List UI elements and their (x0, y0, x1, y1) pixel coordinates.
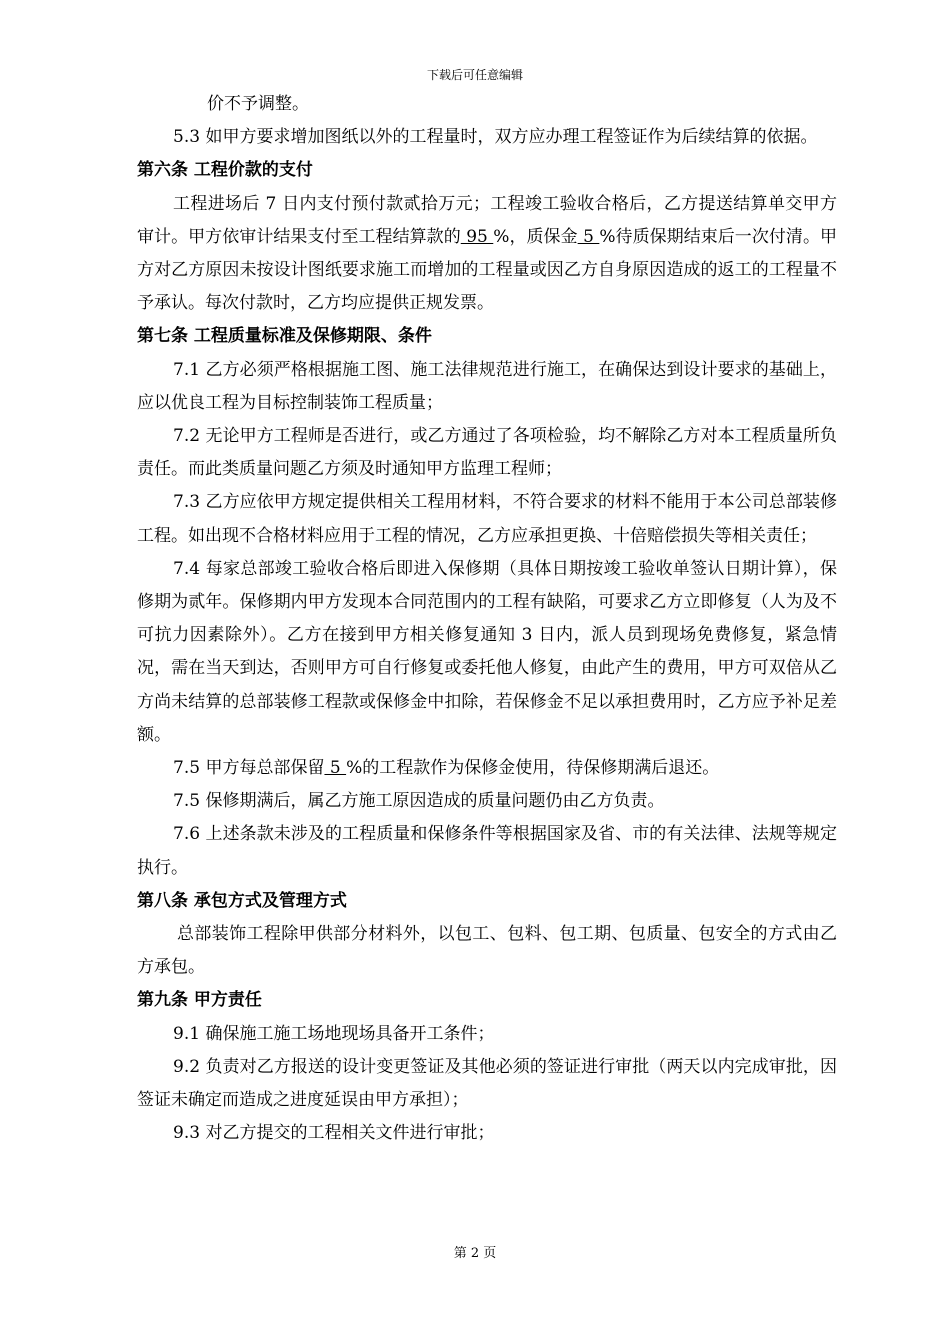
paragraph-price-adjustment: 价不予调整。 (207, 94, 309, 114)
page-header: 下载后可任意编辑 (426, 68, 523, 82)
paragraph-5-3: 5.3 如甲方要求增加图纸以外的工程量时，双方应办理工程签证作为后续结算的依据。 (173, 127, 818, 148)
page-number: 第 2 页 (453, 1246, 497, 1261)
payment-percent-value: 95 (460, 226, 494, 247)
heading-article-7: 第七条 工程质量标准及保修期限、条件 (137, 326, 432, 347)
paragraph-payment (137, 188, 837, 321)
warranty-deposit-percent: 5 (577, 226, 600, 247)
paragraph-9-3: 9.3 对乙方提交的工程相关文件进行审批； (173, 1123, 495, 1144)
heading-article-8: 第八条 承包方式及管理方式 (137, 890, 347, 911)
payment-text-mid: %，质保金 (493, 226, 578, 247)
paragraph-7-6: 7.6 上述条款未涉及的工程质量和保修条件等根据国家及省、市的有关法律、法规等规定执行。 (137, 824, 837, 878)
retention-percent-value: 5 (324, 758, 347, 779)
paragraph-9-2: 9.2 负责对乙方报送的设计变更签证及其他必须的签证进行审批（两天以内完成审批，因签证未确定而造成之进度延误由甲方承担）； (137, 1056, 837, 1111)
paragraph-7-5-retention (137, 752, 837, 785)
payment-text-post: %待质保期结束后一次付清。甲方对乙方原因未按设计图纸要求施工而增加的工程量或因乙方自身原因造成的返工的工程量不予承认。每次付款时，乙方均应提供正规发票。 (137, 226, 838, 314)
paragraph-7-5-after-warranty: 7.5 保修期满后，属乙方施工原因造成的质量问题仍由乙方负责。 (173, 791, 665, 812)
paragraph-contracting-method: 总部装饰工程除甲供部分材料外，以包工、包料、包工期、包质量、包安全的方式由乙方承包。 (137, 924, 837, 978)
retention-text-post: %的工程款作为保修金使用，待保修期满后退还。 (346, 758, 720, 779)
document-body (137, 88, 837, 1151)
paragraph-7-1: 7.1 乙方必须严格根据施工图、施工法律规范进行施工，在确保达到设计要求的基础上，应以优良工程为目标控制装饰工程质量； (137, 359, 837, 413)
paragraph-7-4: 7.4 每家总部竣工验收合格后即进入保修期（具体日期按竣工验收单签认日期计算），保修期为贰年。保修期内甲方发现本合同范围内的工程有缺陷，可要求乙方立即修复（人为及不可抗力因素除外）。乙方在接到甲方相关修复通知 3 日内，派人员到现场免费修复，紧急情况，需在当天到达，否则甲方可自行修复或委托他人修复，由此产生的费用，甲方可双倍从乙方尚未结算的总部装修工程款或保修金中扣除，若保修金不足以承担费用时，乙方应予补足差额。 (137, 558, 837, 745)
paragraph-7-3: 7.3 乙方应依甲方规定提供相关工程用材料，不符合要求的材料不能用于本公司总部装修工程。如出现不合格材料应用于工程的情况，乙方应承担更换、十倍赔偿损失等相关责任； (137, 492, 837, 546)
paragraph-7-2: 7.2 无论甲方工程师是否进行，或乙方通过了各项检验，均不解除乙方对本工程质量所负责任。而此类质量问题乙方须及时通知甲方监理工程师； (137, 426, 837, 480)
paragraph-9-1: 9.1 确保施工施工场地现场具备开工条件； (173, 1023, 495, 1044)
payment-text-pre: 工程进场后 7 日内支付预付款贰拾万元；工程竣工验收合格后，乙方提送结算单交甲方审计。甲方依审计结果支付至工程结算款的 (137, 193, 837, 247)
heading-article-9: 第九条 甲方责任 (137, 990, 262, 1011)
retention-text-pre: 7.5 甲方每总部保留 (173, 758, 325, 779)
heading-article-6: 第六条 工程价款的支付 (137, 160, 313, 181)
